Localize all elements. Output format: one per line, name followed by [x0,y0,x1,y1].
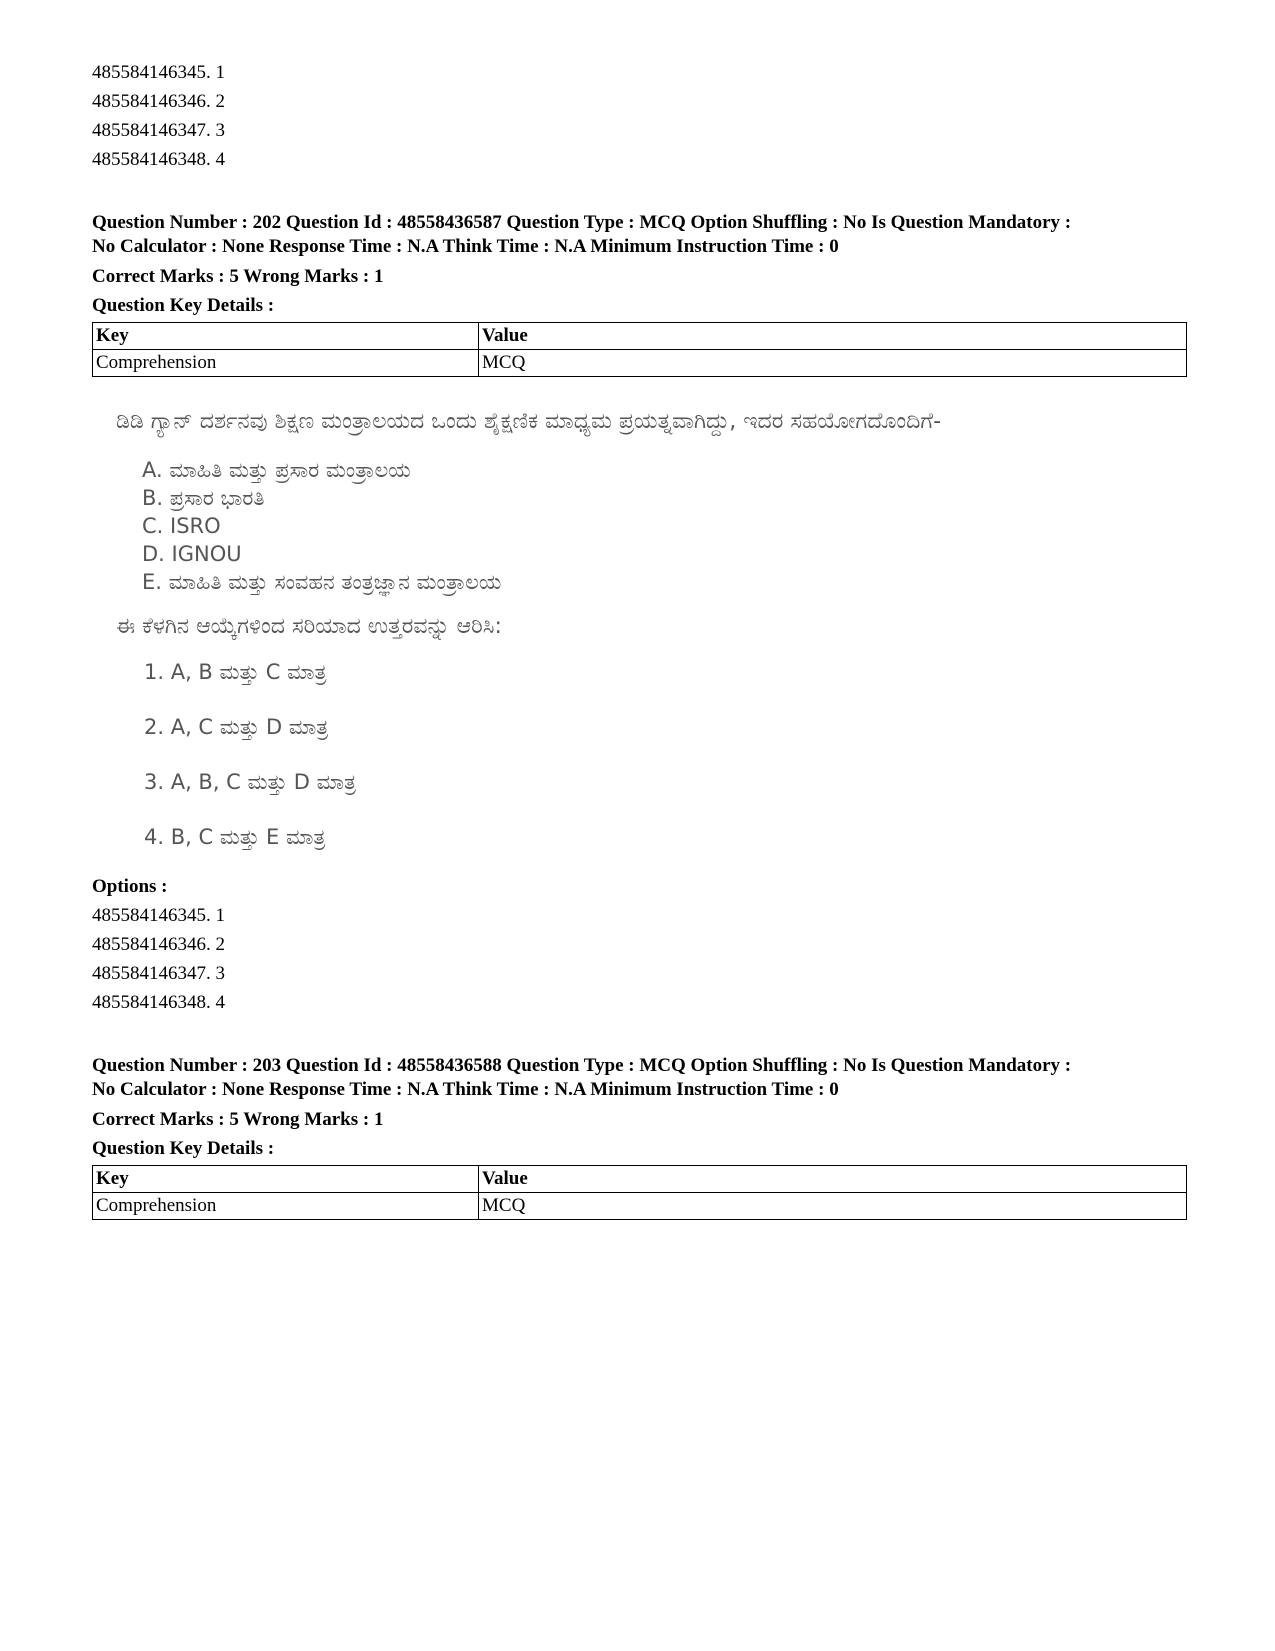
document-page [92,58,1187,1220]
table-cell-key: Comprehension [93,350,479,377]
choice-item: 2. A, C ಮತ್ತು D ಮಾತ್ರ [144,715,329,739]
option-line: 485584146346. 2 [92,934,225,955]
table-header-key: Key [93,1166,479,1193]
option-line: 485584146345. 1 [92,905,225,926]
option-line: 485584146348. 4 [92,149,225,170]
choice-item: 4. B, C ಮತ್ತು E ಮಾತ್ರ [144,825,326,849]
question-key-table [92,1165,1187,1220]
statement-item: E. ಮಾಹಿತಿ ಮತ್ತು ಸಂವಹನ ತಂತ್ರಜ್ಞಾನ ಮಂತ್ರಾಲಯ [142,570,502,594]
question-ask: ಈ ಕೆಳಗಿನ ಆಯ್ಕೆಗಳಿಂದ ಸರಿಯಾದ ಉತ್ತರವನ್ನು ಆರಿಸಿ: [116,614,502,639]
question-marks: Correct Marks : 5 Wrong Marks : 1 [92,1109,384,1130]
table-header-value: Value [479,323,1187,350]
statement-item: C. ISRO [142,514,221,538]
question-key-details-label: Question Key Details : [92,1138,275,1159]
question-header-line-1: Question Number : 203 Question Id : 48558436588 Question Type : MCQ Option Shuffling : No Is Question Mandatory : [92,1055,1072,1076]
table-header-value: Value [479,1166,1187,1193]
table-cell-value: MCQ [479,350,1187,377]
table-row [93,1193,1187,1220]
option-line: 485584146347. 3 [92,120,225,141]
table-cell-key: Comprehension [93,1193,479,1220]
choice-item: 1. A, B ಮತ್ತು C ಮಾತ್ರ [144,660,327,684]
options-list [92,901,1187,1017]
question-image [92,405,1092,852]
table-header-row [93,323,1187,350]
statement-list [92,456,1092,596]
question-header-line-1: Question Number : 202 Question Id : 48558436587 Question Type : MCQ Option Shuffling : No Is Question Mandatory : [92,212,1072,233]
question-stem: ಡಿಡಿ ಗ್ಯಾನ್ ದರ್ಶನವು ಶಿಕ್ಷಣ ಮಂತ್ರಾಲಯದ ಒಂದು ಶೈಕ್ಷಣಿಕ ಮಾಧ್ಯಮ ಪ್ರಯತ್ನವಾಗಿದ್ದು, ಇದರ ಸಹಯೋಗದೊಂದಿಗೆ- [116,409,942,434]
question-header-line-2: No Calculator : None Response Time : N.A Think Time : N.A Minimum Instruction Time : 0 [92,1079,839,1100]
table-row [93,350,1187,377]
statement-item: B. ಪ್ರಸಾರ ಭಾರತಿ [142,486,265,510]
option-line: 485584146346. 2 [92,91,225,112]
choice-item: 3. A, B, C ಮತ್ತು D ಮಾತ್ರ [144,770,357,794]
question-203-block [92,1054,1187,1220]
question-key-table [92,322,1187,377]
question-marks: Correct Marks : 5 Wrong Marks : 1 [92,266,384,287]
option-line: 485584146345. 1 [92,62,225,83]
question-202-block [92,211,1187,1017]
question-key-details-label: Question Key Details : [92,295,275,316]
table-header-key: Key [93,323,479,350]
option-line: 485584146347. 3 [92,963,225,984]
statement-item: D. IGNOU [142,542,242,566]
previous-options-list [92,58,1187,174]
option-line: 485584146348. 4 [92,992,225,1013]
table-cell-value: MCQ [479,1193,1187,1220]
options-label: Options : [92,876,168,897]
question-header-line-2: No Calculator : None Response Time : N.A Think Time : N.A Minimum Instruction Time : 0 [92,236,839,257]
statement-item: A. ಮಾಹಿತಿ ಮತ್ತು ಪ್ರಸಾರ ಮಂತ್ರಾಲಯ [142,458,411,482]
table-header-row [93,1166,1187,1193]
